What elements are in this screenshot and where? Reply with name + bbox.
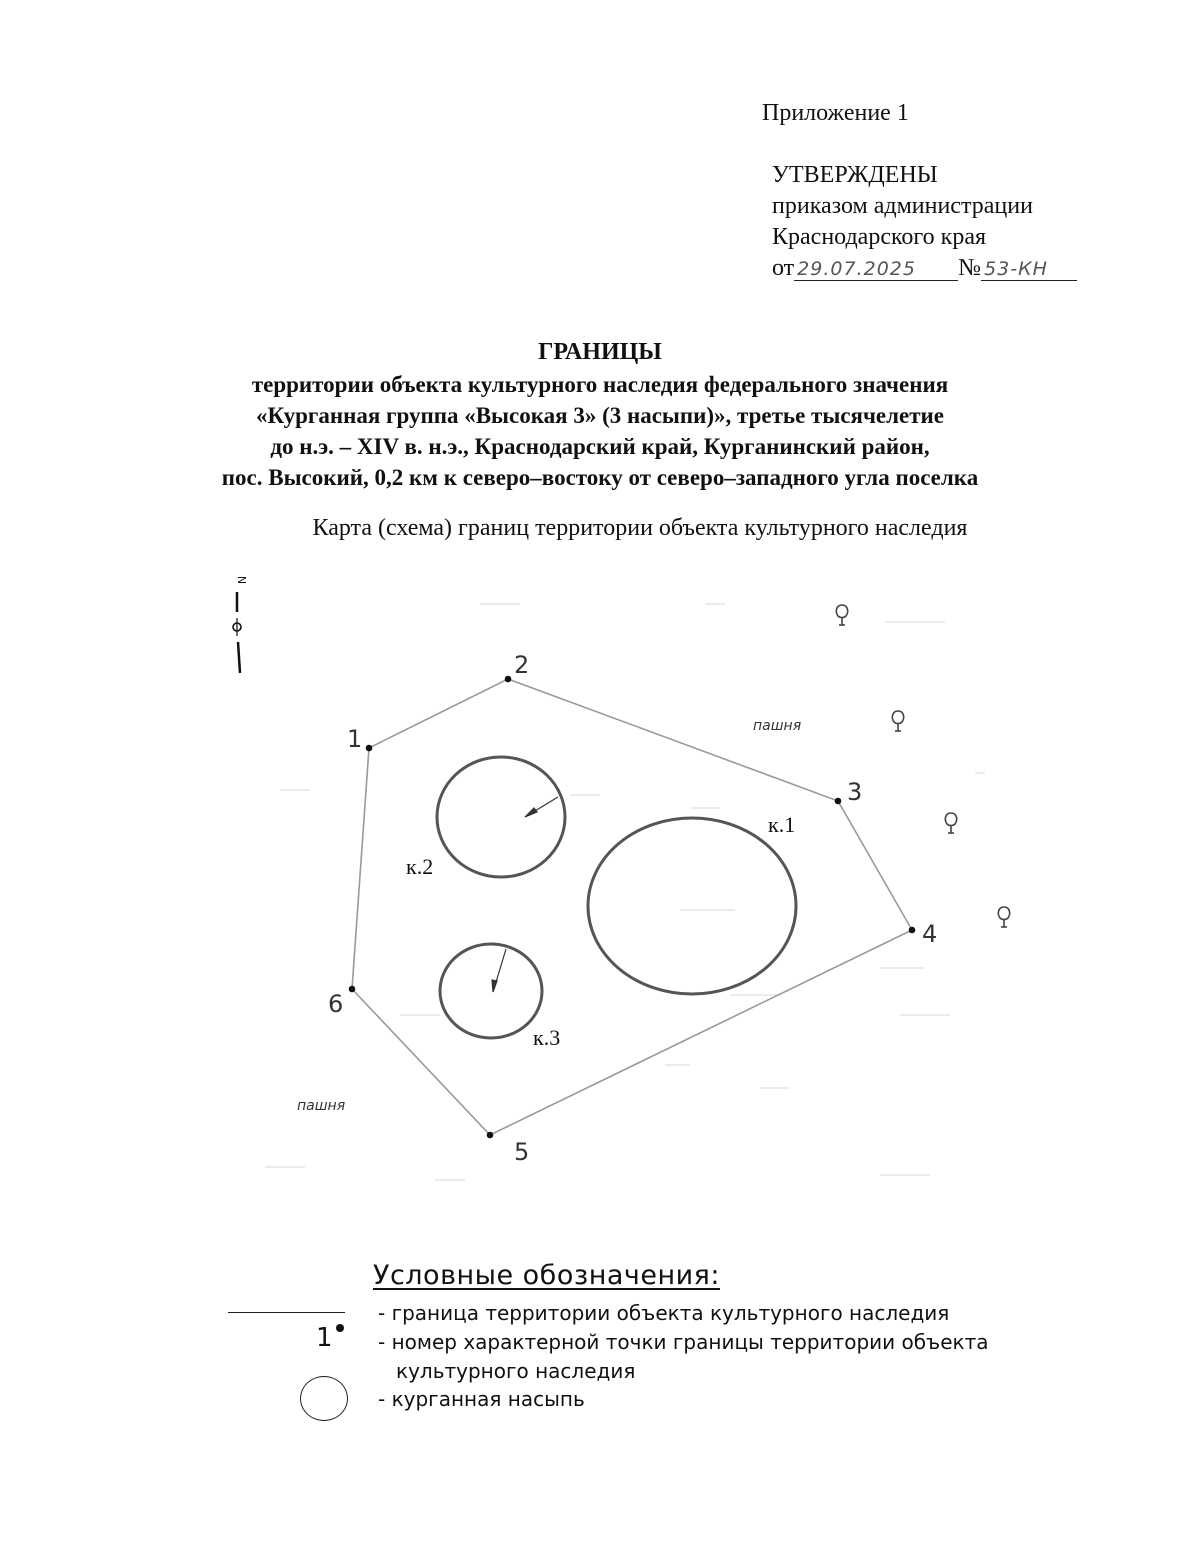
boundary-map bbox=[0, 560, 1200, 1200]
point-label-3: 3 bbox=[847, 778, 863, 806]
boundary-point-3 bbox=[835, 798, 842, 805]
approval-authority: Краснодарского края bbox=[772, 224, 987, 250]
appendix-label: Приложение 1 bbox=[762, 100, 909, 126]
mound-label-1: к.1 bbox=[768, 812, 796, 837]
point-label-5: 5 bbox=[514, 1138, 530, 1166]
mound-3 bbox=[440, 944, 542, 1038]
title-line-3: до н.э. – XIV в. н.э., Краснодарский край, Курганинский район, bbox=[270, 434, 930, 459]
title-line-2: «Курганная группа «Высокая 3» (3 насыпи)», третье тысячелетие bbox=[255, 403, 945, 428]
legend-boundary-line-symbol bbox=[228, 1312, 345, 1313]
point-label-4: 4 bbox=[922, 920, 938, 948]
trees bbox=[836, 605, 1009, 927]
approval-title: УТВЕРЖДЕНЫ bbox=[772, 162, 938, 188]
handwritten-date: 29.07.2025 bbox=[794, 258, 958, 281]
boundary-point-4 bbox=[909, 927, 916, 934]
boundary-point-6 bbox=[349, 986, 356, 993]
legend-point-text-continued: культурного наследия bbox=[396, 1359, 636, 1383]
mound-label-2: к.2 bbox=[406, 854, 434, 879]
land-label-arable-2: пашня bbox=[297, 1098, 346, 1114]
approval-date-line bbox=[772, 253, 1077, 284]
date-prefix: от bbox=[772, 255, 795, 281]
approval-order: приказом администрации bbox=[772, 193, 1033, 219]
mound-1 bbox=[588, 818, 796, 994]
mound-slope-marks bbox=[492, 797, 558, 992]
north-label: N bbox=[235, 575, 248, 585]
handwritten-number: 53-КН bbox=[981, 258, 1077, 281]
legend-mound-text: - курганная насыпь bbox=[378, 1387, 585, 1411]
legend-title: Условные обозначения: bbox=[373, 1260, 720, 1291]
boundary-point-1 bbox=[366, 745, 373, 752]
point-label-6: 6 bbox=[328, 990, 344, 1018]
document-title-block bbox=[0, 335, 1200, 493]
territory-boundary bbox=[352, 679, 912, 1135]
approval-block bbox=[772, 160, 1077, 284]
mound-2 bbox=[437, 757, 565, 877]
number-prefix: № bbox=[958, 255, 982, 281]
point-label-2: 2 bbox=[514, 651, 530, 679]
tree-icon bbox=[892, 711, 903, 731]
north-arrow-icon bbox=[233, 576, 248, 673]
tree-icon bbox=[836, 605, 847, 625]
document-title: ГРАНИЦЫ bbox=[538, 339, 662, 365]
mounds bbox=[437, 757, 796, 1038]
land-label-arable-1: пашня bbox=[753, 718, 802, 734]
tree-icon bbox=[945, 813, 956, 833]
title-line-1: территории объекта культурного наследия федерального значения bbox=[251, 372, 949, 397]
legend-point-symbol bbox=[316, 1323, 344, 1353]
tree-icon bbox=[998, 907, 1009, 927]
mound-label-3: к.3 bbox=[533, 1025, 561, 1050]
point-label-1: 1 bbox=[347, 725, 363, 753]
legend-boundary-text: - граница территории объекта культурного наследия bbox=[378, 1301, 950, 1325]
legend-mound-symbol bbox=[300, 1376, 348, 1421]
boundary-point-5 bbox=[487, 1132, 494, 1139]
legend-point-text: - номер характерной точки границы территории объекта bbox=[378, 1330, 989, 1354]
title-line-4: пос. Высокий, 0,2 км к северо–востоку от северо–западного угла поселка bbox=[221, 465, 979, 490]
legend-point-dot bbox=[336, 1324, 344, 1332]
map-caption: Карта (схема) границ территории объекта культурного наследия bbox=[312, 515, 968, 541]
legend-point-number: 1 bbox=[316, 1323, 333, 1353]
boundary-point-2 bbox=[505, 676, 512, 683]
background-marks bbox=[265, 604, 985, 1180]
boundary-points bbox=[349, 676, 916, 1139]
